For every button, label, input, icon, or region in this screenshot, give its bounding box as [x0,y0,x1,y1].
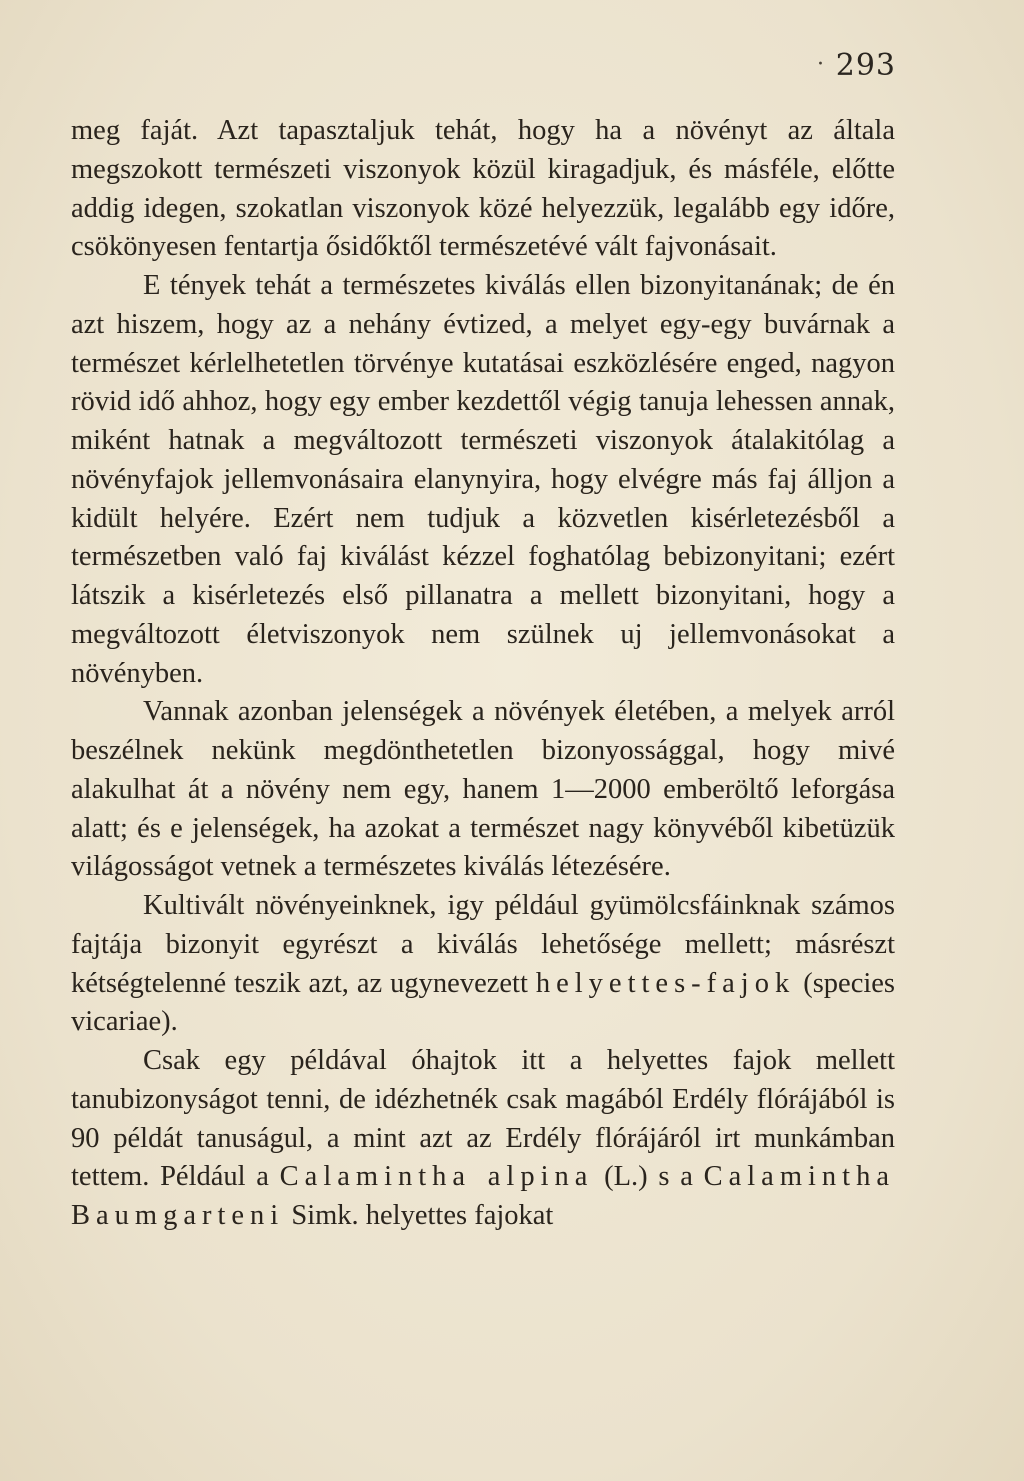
spaced-emphasis: Calamintha Baumgarteni [71,1161,895,1231]
text-run: Kultivált növényeinknek, igy például gyümölcsfáinknak számos fajtája bizonyit egyrészt a kiválás lehetősége mellett; másrészt kétségtelenné teszik azt, az ugynevezett [71,890,895,999]
text-run: E tények tehát a természetes kiválás ellen bizonyitanának; de én azt hiszem, hogy az a nehány évtized, a melyet egy-egy buvárnak a természet kérlelhetetlen törvénye kutatásai eszközlésére enged, nagyon rövid idő ahhoz, hogy egy ember kezdettől végig tanuja lehessen annak, miként hatnak a megváltozott természeti viszonyok átalakitólag a növényfajok jellemvonásaira elanynyira, hogy elvégre más faj álljon a kidült helyére. Ezért nem tudjuk a közvetlen kisérletezésből a természetben való faj kiválást kézzel foghatólag bebizonyitani; ezért látszik a kisérletezés első pillanatra a mellett bizonyitani, hogy a megváltozott életviszonyok nem szülnek uj jellemvonásokat a növényben. [71,270,895,689]
page-number: 293 [835,48,896,83]
text-run: (species vicariae). [71,967,895,1038]
text-run: Vannak azonban jelenségek a növények életében, a melyek arról beszélnek nekünk megdönthetetlen bizonyossággal, hogy mivé alakulhat át a növény nem egy, hanem 1—2000 emberöltő leforgása alatt; és e jelenségek, ha azokat a természet nagy könyvéből kibetüzük világosságot vetnek a természetes kiválás létezésére. [71,696,895,883]
paragraph-5 [71,1042,895,1236]
paragraph-2 [71,267,895,693]
text-run: (L.) s a [593,1161,704,1193]
paragraph-1 [71,112,895,267]
margin-dot: · [817,52,824,77]
spaced-emphasis: Calamintha alpina [279,1161,594,1193]
text-run: meg faját. Azt tapasztaljuk tehát, hogy ha a növényt az általa megszokott természeti viszonyok közül kiragadjuk, és másféle, előtte addig idegen, szokatlan viszonyok közé helyezzük, legalább egy időre, csökönyesen fentartja ősidőktől természetévé vált fajvonásait. [71,115,895,263]
paragraph-4 [71,887,895,1042]
paragraph-3 [71,693,895,887]
text-run: Csak egy példával óhajtok itt a helyettes fajok mellett tanubizonyságot tenni, de idézhetnék csak magából Erdély flórájából is 90 példát tanuságul, a mint azt az Erdély flórájáról irt munkámban tettem. Például a [71,1045,895,1193]
body-text [71,112,895,1236]
spaced-emphasis: helyettes-fajok [535,967,796,999]
text-run: Simk. helyettes fajokat [284,1200,554,1231]
